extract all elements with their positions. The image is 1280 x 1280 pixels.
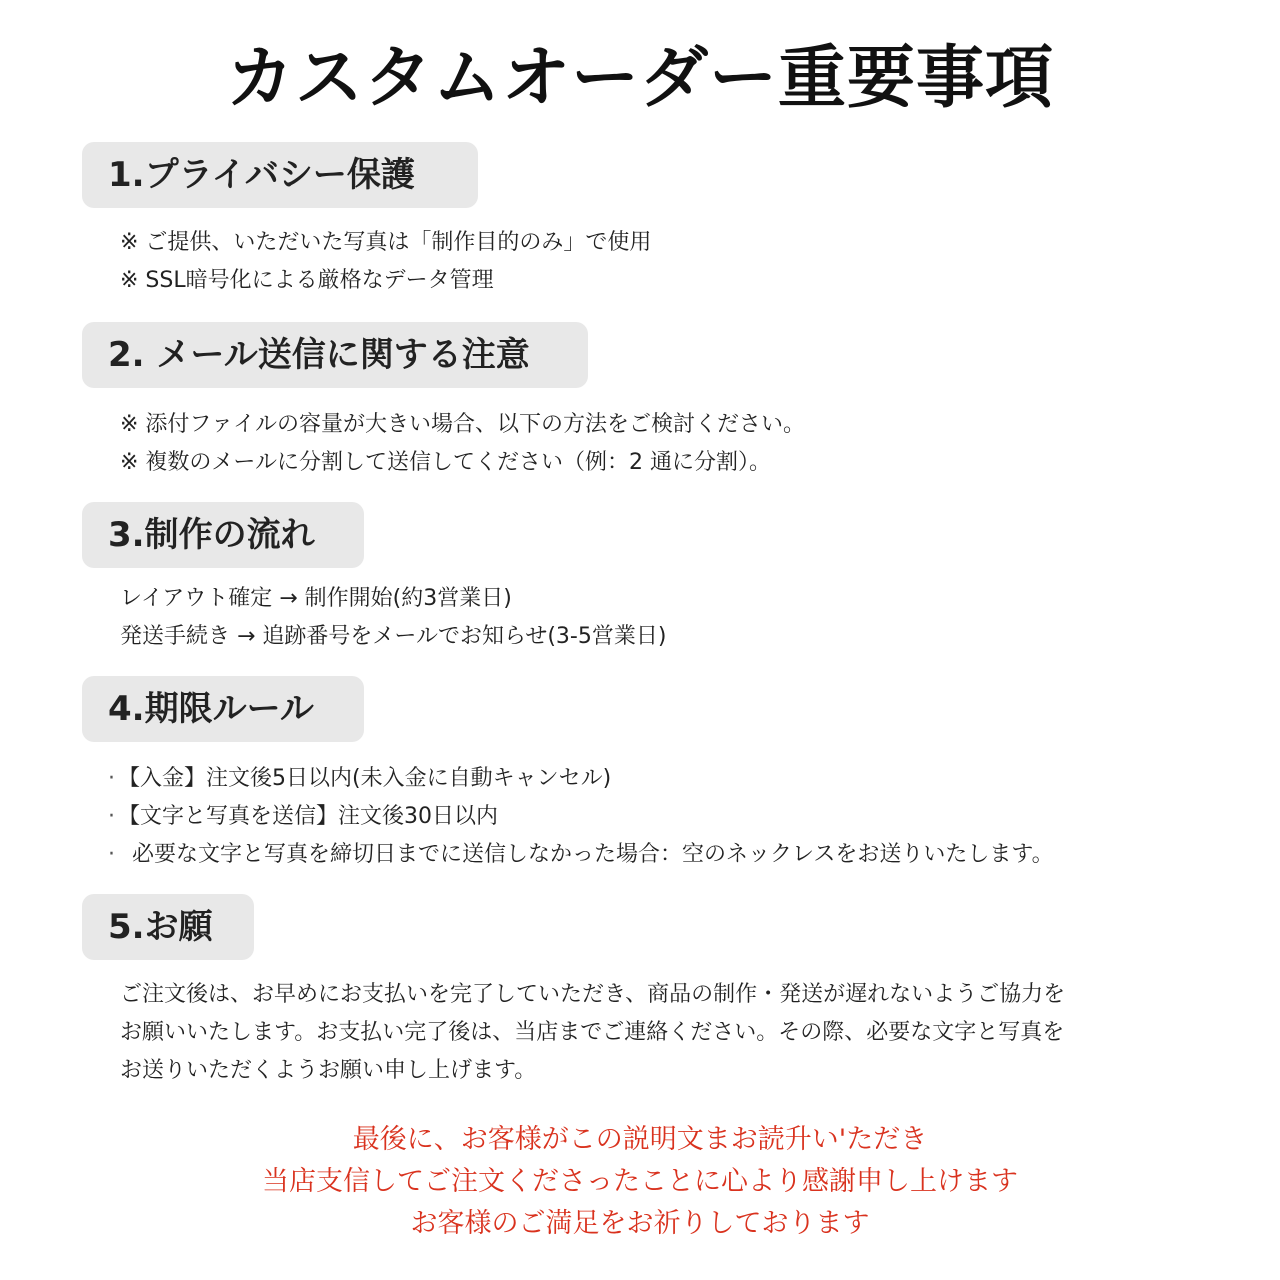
privacy-line-2: ※ SSL暗号化による厳格なデータ管理 <box>120 268 494 293</box>
closing-line-1: 最後に、お客様がこの説明文まお読升い'ただき <box>352 1124 928 1155</box>
rule-line-1 <box>108 760 611 798</box>
section-heading-deadline-rules: 4.期限ルール <box>82 676 364 742</box>
request-line-2: お願いいたします。お支払い完了後は、当店までご連絡ください。その際、必要な文字と写真を <box>120 1020 1065 1045</box>
rule-line-2 <box>108 798 498 836</box>
rule-text-consequence: 必要な文字と写真を締切日までに送信しなかった場合：空のネックレスをお送りいたします。 <box>118 842 1054 867</box>
rule-text-payment: 【入金】注文後5日以内(未入金に自動キャンセル) <box>118 766 612 791</box>
closing-line-3: お客様のご満足をお祈りしております <box>410 1208 870 1239</box>
flow-line-1: レイアウト確定 → 制作開始(約3営業日) <box>120 586 512 611</box>
section-heading-email: 2. メール送信に関する注意 <box>82 322 588 388</box>
page-title: カスタムオーダー重要事項 <box>225 39 1054 118</box>
rule-text-submit: 【文字と写真を送信】注文後30日以内 <box>118 804 498 829</box>
privacy-line-1: ※ ご提供、いただいた写真は「制作目的のみ」で使用 <box>120 230 652 255</box>
bullet-dot: · <box>108 766 115 791</box>
request-line-1: ご注文後は、お早めにお支払いを完了していただき、商品の制作・発送が遅れないようご協力を <box>120 982 1066 1007</box>
bullet-dot: · <box>108 842 115 867</box>
bullet-dot: · <box>108 804 115 829</box>
section-heading-production-flow: 3.制作の流れ <box>82 502 364 568</box>
closing-line-2: 当店支信してご注文くださったことに心より感謝申し上けます <box>262 1166 1018 1197</box>
flow-line-2: 発送手続き → 追跡番号をメールでお知らせ(3-5営業日) <box>120 624 667 649</box>
request-line-3: お送りいただくようお願い申し上げます。 <box>120 1058 537 1083</box>
email-line-1: ※ 添付ファイルの容量が大きい場合、以下の方法をご検討ください。 <box>120 412 805 437</box>
email-line-2: ※ 複数のメールに分割して送信してください（例：2 通に分割）。 <box>120 450 771 475</box>
section-heading-request: 5.お願 <box>82 894 254 960</box>
section-heading-privacy: 1.プライバシー保護 <box>82 142 478 208</box>
rule-line-3 <box>108 836 1054 874</box>
